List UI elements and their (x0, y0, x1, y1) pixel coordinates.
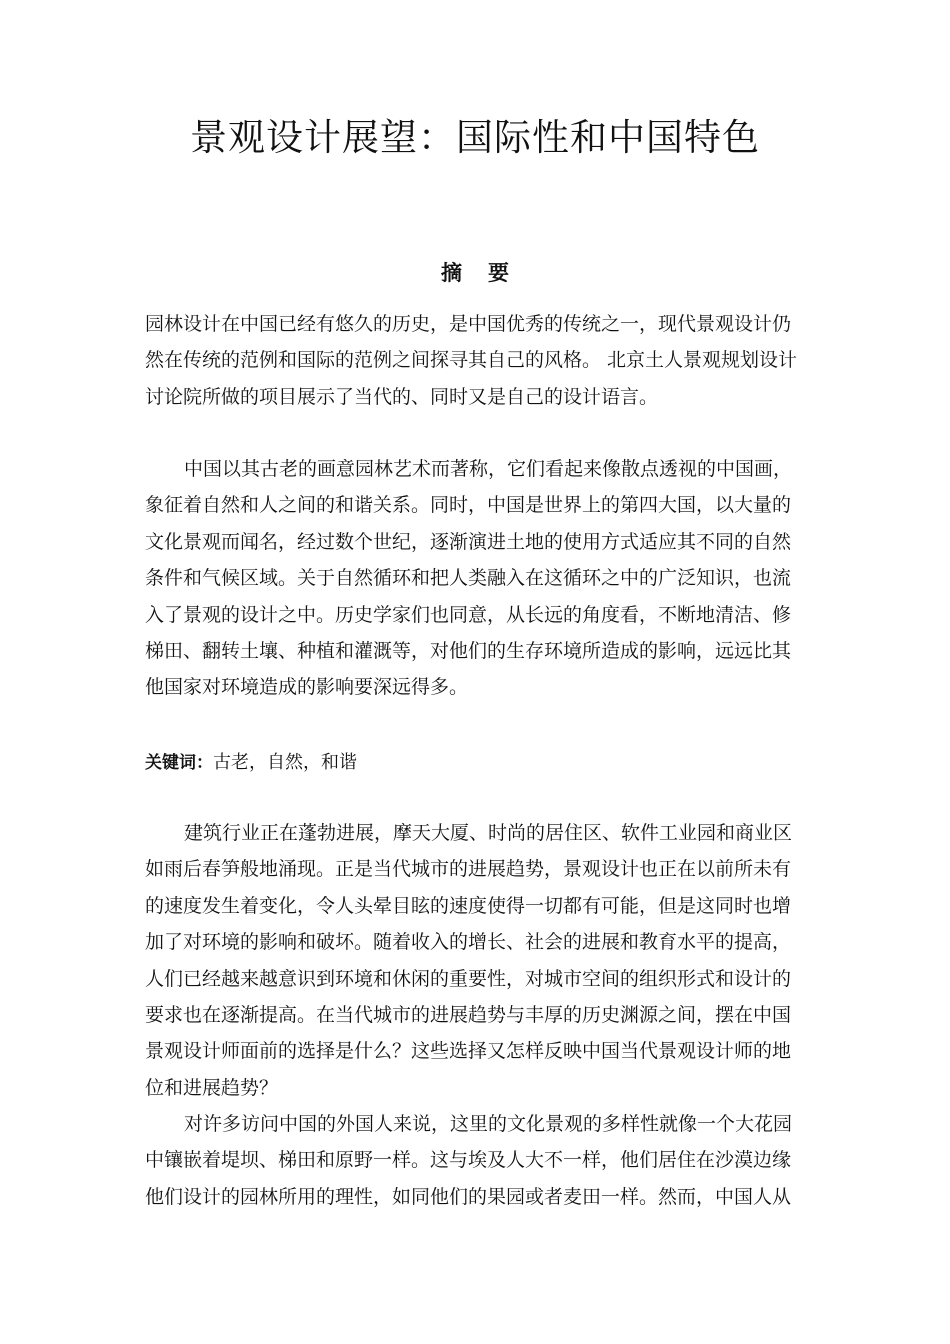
paragraph-line: 如雨后春笋般地涌现。正是当代城市的进展趋势，景观设计也正在以前所未有 (145, 858, 792, 881)
keywords-label: 关键词： (145, 753, 213, 773)
paragraph-line: 入了景观的设计之中。历史学家们也同意，从长远的角度看，不断地清洁、修 (145, 603, 792, 626)
body-paragraph-1 (145, 451, 807, 706)
abstract-paragraph (145, 306, 807, 415)
abstract-line: 然在传统的范例和国际的范例之间探寻其自己的风格。 北京土人景观规划设计 (145, 349, 798, 372)
paragraph-line: 位和进展趋势？ (145, 1076, 279, 1099)
abstract-heading: 摘要 (441, 261, 535, 285)
paragraph-line: 对许多访问中国的外国人来说，这里的文化景观的多样性就像一个大花园 (184, 1113, 793, 1135)
paragraph-line: 加了对环境的影响和破坏。随着收入的增长、社会的进展和教育水平的提高， (145, 931, 792, 954)
abstract-line: 园林设计在中国已经有悠久的历史，是中国优秀的传统之一，现代景观设计仍 (145, 313, 792, 335)
paragraph-line: 中国以其古老的画意园林艺术而著称，它们看起来像散点透视的中国画， (184, 458, 793, 480)
body-paragraph-3 (145, 1106, 807, 1215)
paragraph-line: 梯田、翻转土壤、种植和灌溉等，对他们的生存环境所造成的影响，远远比其 (145, 640, 792, 663)
paragraph-line: 人们已经越来越意识到环境和休闲的重要性，对城市空间的组织形式和设计的 (145, 967, 792, 990)
body-paragraph-2 (145, 815, 807, 1106)
keywords-line (145, 745, 807, 781)
document-title: 景观设计展望：国际性和中国特色 (190, 116, 760, 159)
paragraph-line: 他国家对环境造成的影响要深远得多。 (145, 676, 469, 699)
keywords-value: 古老，自然，和谐 (213, 752, 357, 773)
paragraph-line: 中镶嵌着堤坝、梯田和原野一样。这与埃及人大不一样，他们居住在沙漠边缘 (145, 1149, 792, 1172)
paragraph-line: 条件和气候区域。关于自然循环和把人类融入在这循环之中的广泛知识，也流 (145, 567, 792, 590)
paragraph-line: 的速度发生着变化，令人头晕目眩的速度使得一切都有可能，但是这同时也增 (145, 894, 792, 917)
paragraph-line: 要求也在逐渐提高。在当代城市的进展趋势与丰厚的历史渊源之间，摆在中国 (145, 1004, 792, 1027)
paragraph-line: 文化景观而闻名，经过数个世纪，逐渐演进土地的使用方式适应其不同的自然 (145, 530, 792, 553)
paragraph-line: 象征着自然和人之间的和谐关系。同时，中国是世界上的第四大国，以大量的 (145, 494, 792, 517)
paragraph-line: 他们设计的园林所用的理性，如同他们的果园或者麦田一样。然而，中国人从 (145, 1185, 792, 1208)
paragraph-line: 景观设计师面前的选择是什么？这些选择又怎样反映中国当代景观设计师的地 (145, 1040, 792, 1063)
paragraph-line: 建筑行业正在蓬勃进展，摩天大厦、时尚的居住区、软件工业园和商业区 (184, 822, 793, 844)
abstract-line: 讨论院所做的项目展示了当代的、同时又是自己的设计语言。 (145, 385, 659, 408)
